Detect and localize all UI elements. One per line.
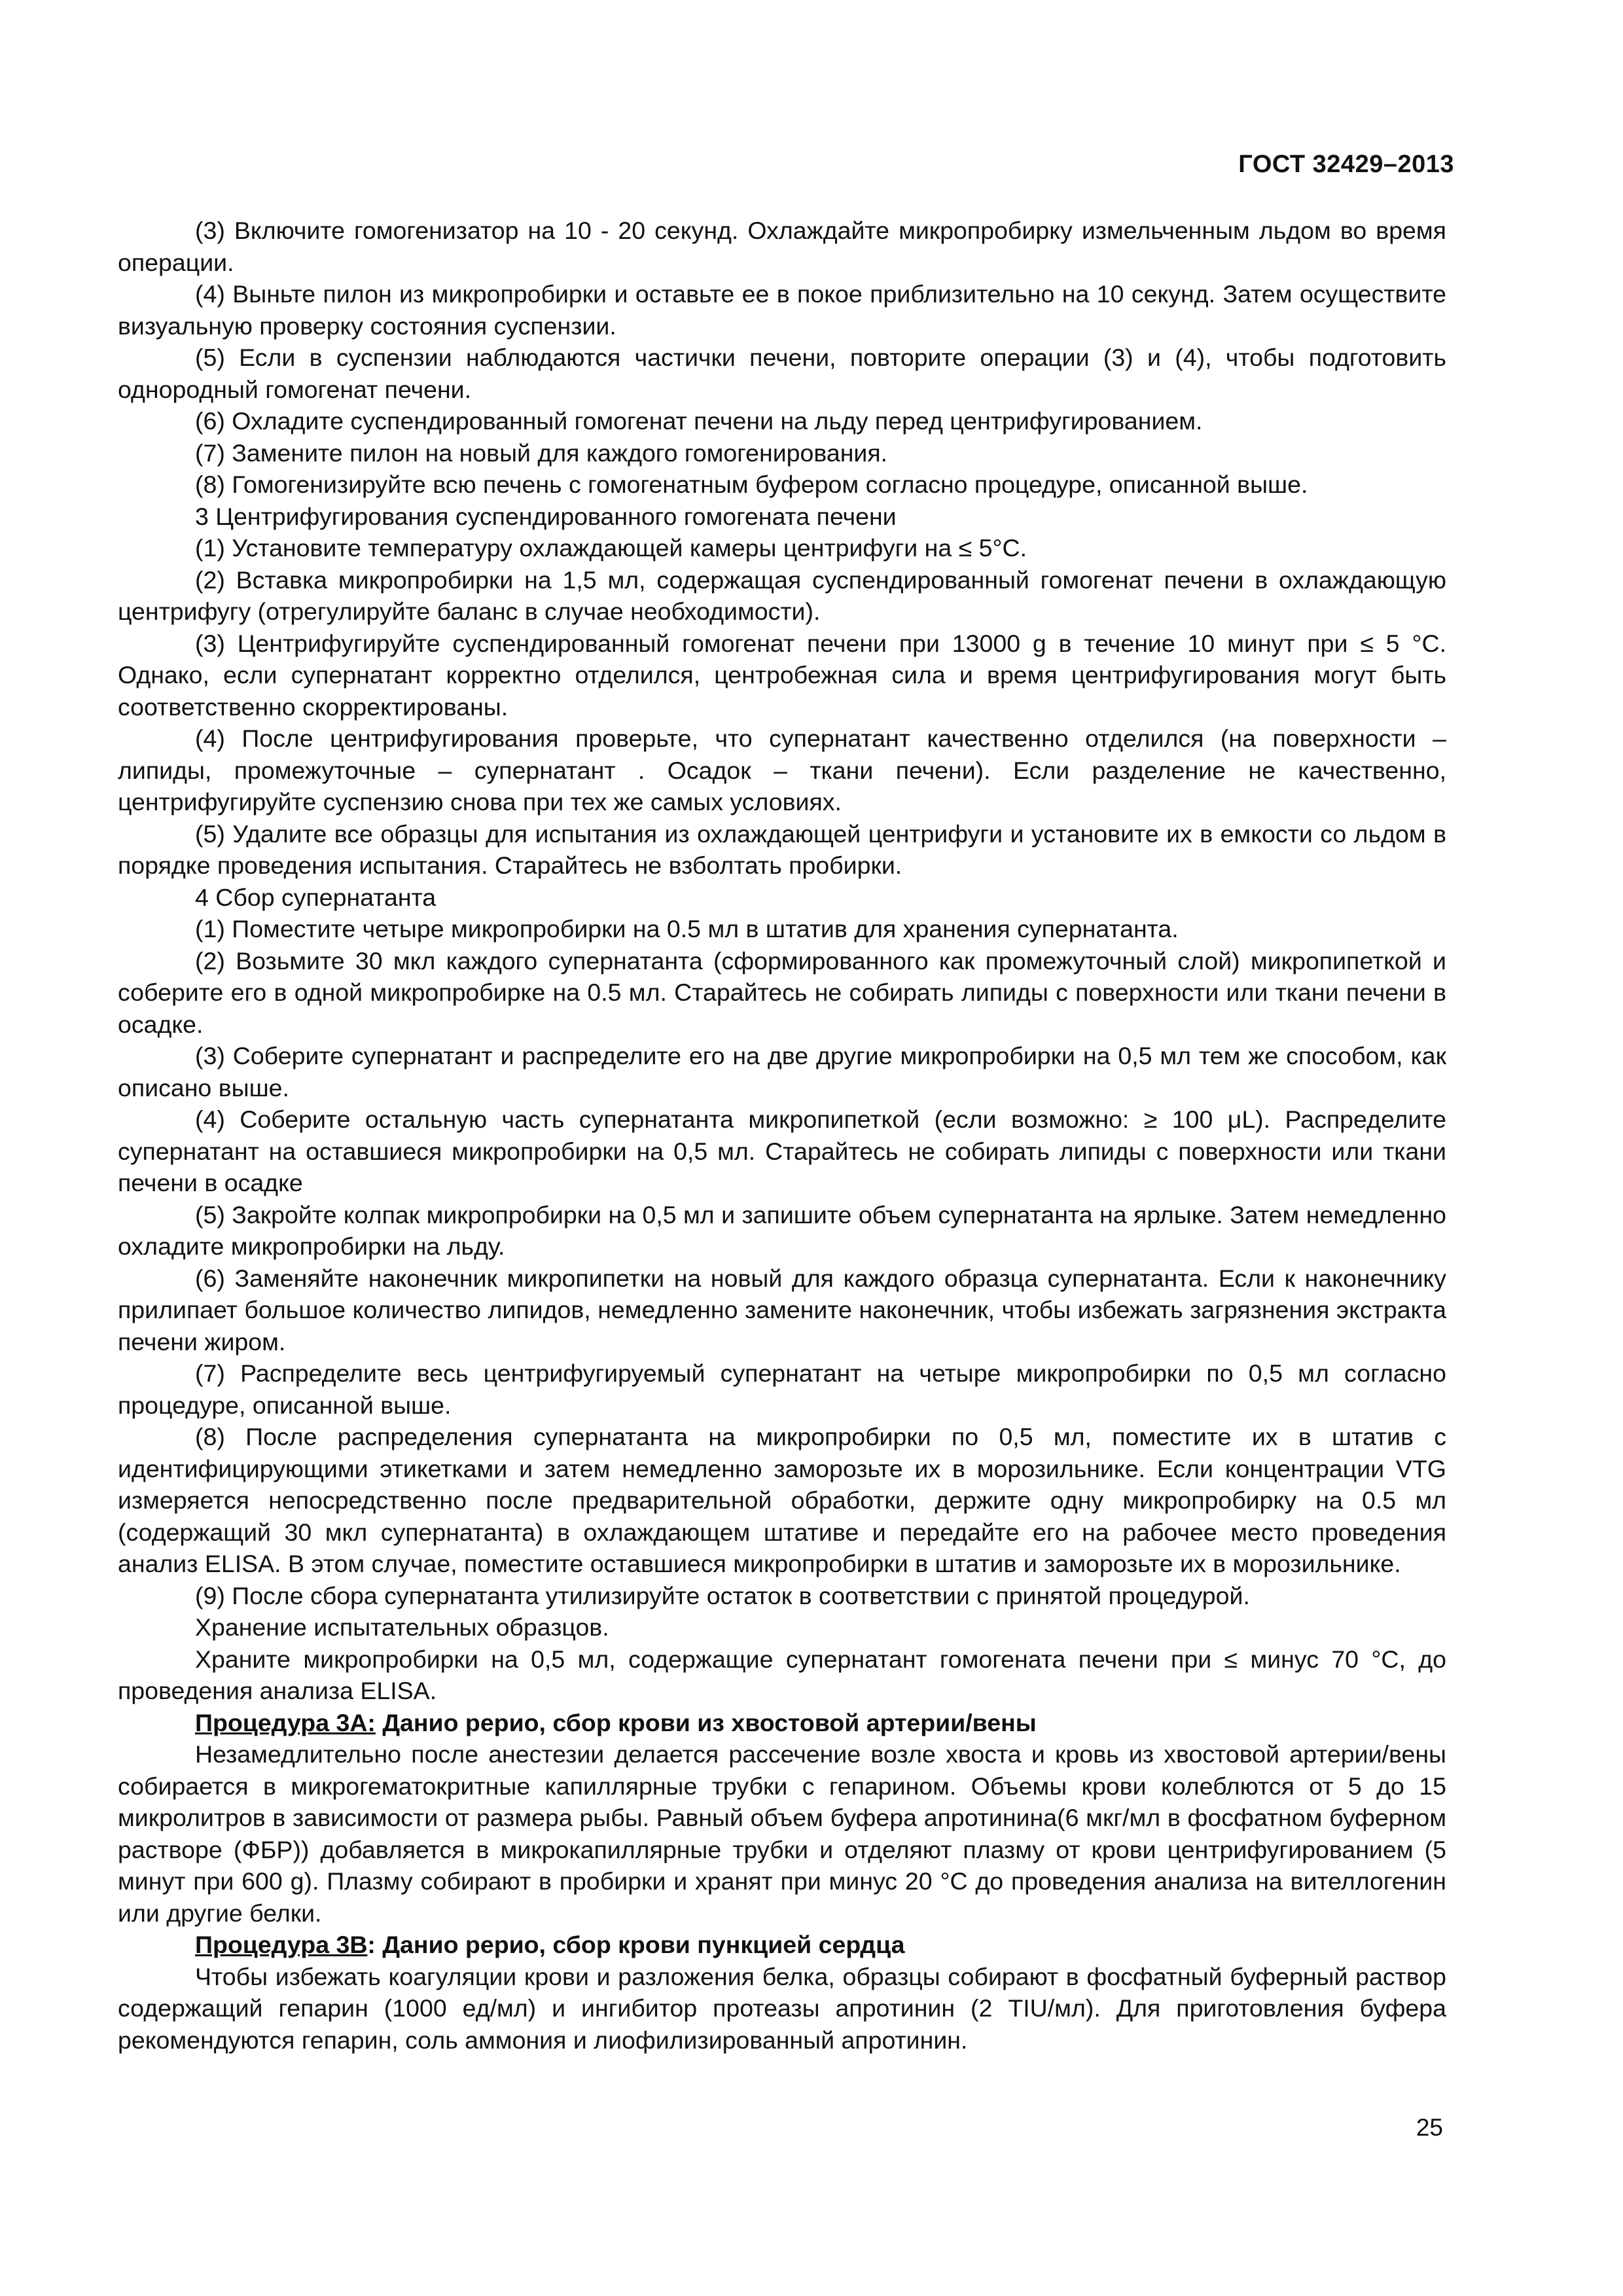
paragraph: (5) Удалите все образцы для испытания из охлаждающей центрифуги и установите их в емкости со льдом в порядке проведения испытания. Старайтесь не взболтать пробирки. (118, 819, 1446, 879)
paragraph: (2) Возьмите 30 мкл каждого супернатанта (сформированного как промежуточный слой) микропипеткой и соберите его в одной микропробирке на 0.5 мл. Старайтесь не собирать липиды с поверхности или ткани печени в осадке. (118, 946, 1446, 1038)
standard-header: ГОСТ 32429–2013 (1238, 151, 1454, 178)
paragraph: (2) Вставка микропробирки на 1,5 мл, содержащая суспендированный гомогенат печени в охлаждающую центрифугу (отрегулируйте баланс в случае необходимости). (118, 565, 1446, 625)
paragraph: (3) Центрифугируйте суспендированный гомогенат печени при 13000 g в течение 10 минут при ≤ 5 °С. Однако, если супернатант корректно отделился, центробежная сила и время центрифугирования могут быть соответственно скорректированы. (118, 629, 1446, 721)
paragraph: (3) Соберите супернатант и распределите его на две другие микропробирки на 0,5 мл тем же способом, как описано выше. (118, 1042, 1446, 1102)
paragraph: (7) Замените пилон на новый для каждого гомогенирования. (195, 439, 888, 467)
paragraph: (1) Поместите четыре микропробирки на 0.5 мл в штатив для хранения супернатанта. (195, 915, 1179, 942)
paragraph: (6) Заменяйте наконечник микропипетки на новый для каждого образца супернатанта. Если к наконечнику прилипает большое количество липидов, немедленно замените наконечник, чтобы избежать загрязнения экстракта печени жиром. (118, 1264, 1446, 1355)
paragraph: (1) Установите температуру охлаждающей камеры центрифуги на ≤ 5°С. (195, 534, 1027, 562)
procedure-3a-heading (118, 1707, 1446, 1739)
procedure-3a-label: Процедура 3А: (195, 1708, 376, 1736)
procedure-3a-title: Данио рерио, сбор крови из хвостовой артерии/вены (375, 1708, 1037, 1736)
paragraph: (5) Закройте колпак микропробирки на 0,5 мл и запишите объем супернатанта на ярлыке. Затем немедленно охладите микропробирки на льду. (118, 1200, 1447, 1260)
paragraph: (7) Распределите весь центрифугируемый супернатант на четыре микропробирки по 0,5 мл согласно процедуре, описанной выше. (118, 1359, 1446, 1419)
procedure-3b-text: Чтобы избежать коагуляции крови и разложения белка, образцы собирают в фосфатный буферный раствор содержащий гепарин (1000 ед/мл) и ингибитор протеазы апротинин (2 TIU/мл). Для приготовления буфера рекомендуются гепарин, соль аммония и лиофилизированный апротинин. (118, 1962, 1446, 2054)
paragraph: (4) Соберите остальную часть супернатанта микропипеткой (если возможно: ≥ 100 μL). Распределите супернатант на оставшиеся микропробирки на 0,5 мл. Старайтесь не собирать липиды с поверхности или ткани печени в осадке (118, 1105, 1446, 1196)
paragraph: (5) Если в суспензии наблюдаются частички печени, повторите операции (3) и (4), чтобы подготовить однородный гомогенат печени. (118, 344, 1446, 403)
document-body (118, 215, 1446, 2056)
procedure-3b-heading (118, 1929, 1446, 1961)
section-heading: 4 Сбор супернатанта (195, 883, 437, 911)
paragraph: Храните микропробирки на 0,5 мл, содержащие супернатант гомогената печени при ≤ минус 70 °С, до проведения анализа ELISA. (118, 1645, 1446, 1704)
paragraph: (4) Выньте пилон из микропробирки и оставьте ее в покое приблизительно на 10 секунд. Затем осуществите визуальную проверку состояния суспензии. (118, 280, 1446, 340)
paragraph: (8) После распределения супернатанта на микропробирки по 0,5 мл, поместите их в штатив с идентифицирующими этикетками и затем немедленно заморозьте их в морозильнике. Если концентрации VTG измеряется непосредственно после предварительной обработки, держите одну микропробирку на 0.5 мл (содержащий 30 мкл супернатанта) в охлаждающем штативе и передайте его на рабочее место проведения анализ ELISA. В этом случае, поместите оставшиеся микропробирки в штатив и заморозьте их в морозильнике. (118, 1423, 1446, 1577)
procedure-3a-text: Незамедлительно после анестезии делается рассечение возле хвоста и кровь из хвостовой артерии/вены собирается в микрогематокритные капиллярные трубки с гепарином. Объемы крови колеблются от 5 до 15 микролитров в зависимости от размера рыбы. Равный объем буфера апротинина(6 мкг/мл в фосфатном буферном растворе (ФБР)) добавляется в микрокапиллярные трубки и отделяют плазму от крови центрифугированием (5 минут при 600 g). Плазму собирают в пробирки и хранят при минус 20 °С до проведения анализа на вителлогенин или другие белки. (118, 1740, 1446, 1927)
paragraph: Хранение испытательных образцов. (195, 1613, 609, 1641)
paragraph: (8) Гомогенизируйте всю печень с гомогенатным буфером согласно процедуре, описанной выше. (195, 471, 1308, 498)
paragraph: (6) Охладите суспендированный гомогенат печени на льду перед центрифугированием. (195, 407, 1203, 435)
paragraph: (4) После центрифугирования проверьте, что супернатант качественно отделился (на поверхности – липиды, промежуточные – супернатант . Осадок – ткани печени). Если разделение не качественно, центрифугируйте суспензию снова при тех же самых условиях. (118, 725, 1446, 816)
paragraph: (9) После сбора супернатанта утилизируйте остаток в соответствии с принятой процедурой. (195, 1581, 1250, 1609)
paragraph: (3) Включите гомогенизатор на 10 - 20 секунд. Охлаждайте микропробирку измельченным льдом во время операции. (118, 217, 1446, 276)
procedure-3b-label: Процедура 3В (195, 1931, 368, 1958)
section-heading: 3 Центрифугирования суспендированного гомогената печени (195, 502, 897, 530)
page-number: 25 (1416, 2114, 1443, 2141)
procedure-3b-title: : Данио рерио, сбор крови пункцией сердца (367, 1931, 905, 1958)
